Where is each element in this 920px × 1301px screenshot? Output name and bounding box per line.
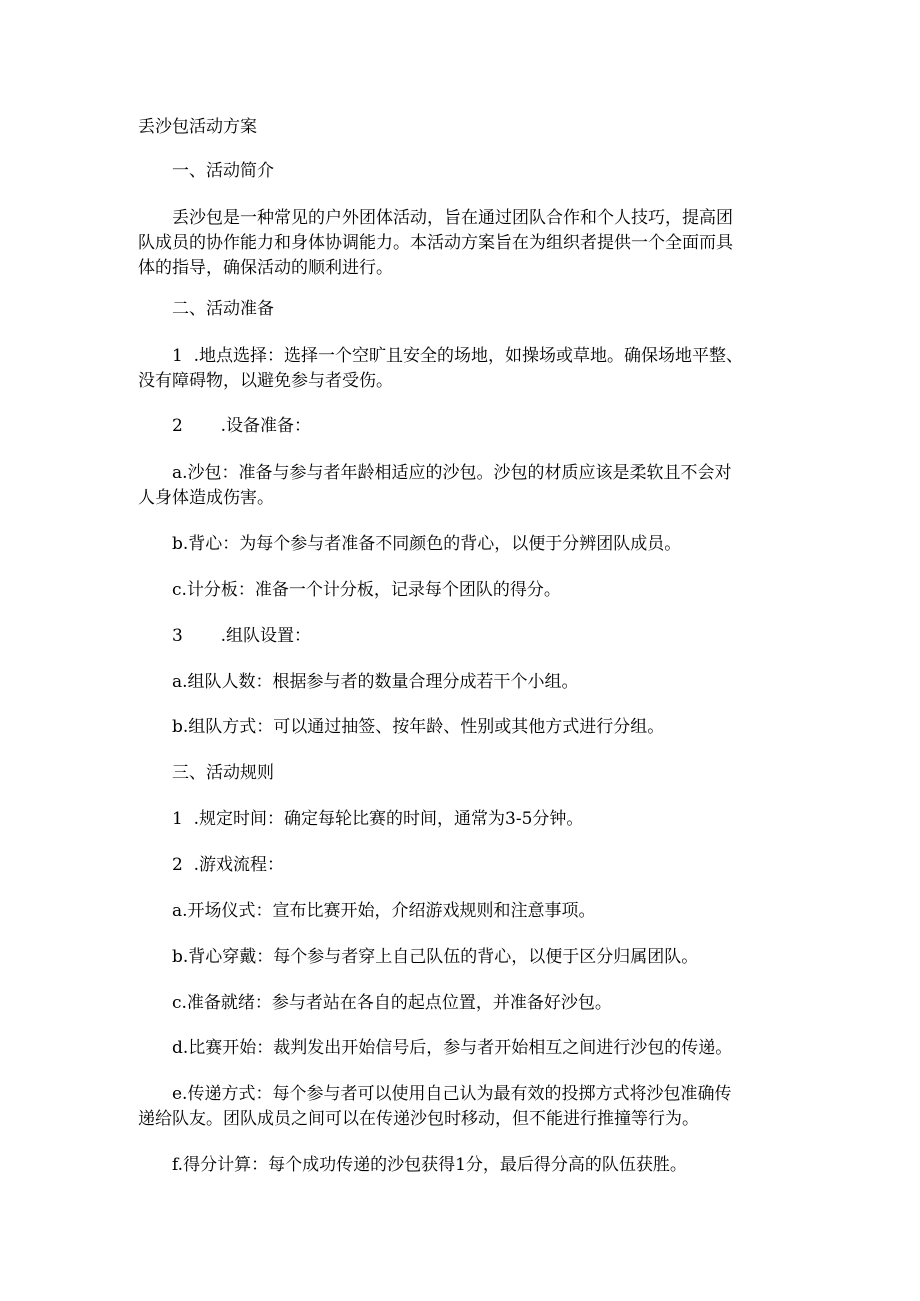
section-heading-rules: 三、活动规则 [172, 763, 274, 783]
list-text: .设备准备： [220, 416, 312, 436]
rules-scoring: f.得分计算：每个成功传递的沙包获得1分，最后得分高的队伍获胜。 [172, 1155, 687, 1175]
prep-sandbag-line-1: a.沙包：准备与参与者年龄相适应的沙包。沙包的材质应该是柔软且不会对 [172, 463, 732, 483]
list-number: 1 [172, 809, 183, 829]
intro-paragraph-line-2: 队成员的协作能力和身体协调能力。本活动方案旨在为组织者提供一个全面而具 [138, 233, 733, 253]
prep-team-method: b.组队方式：可以通过抽签、按年龄、性别或其他方式进行分组。 [172, 717, 665, 737]
prep-vest: b.背心：为每个参与者准备不同颜色的背心，以便于分辨团队成员。 [172, 534, 682, 554]
prep-item-1-line-1 [172, 344, 822, 369]
prep-item-1-line-2: 没有障碍物，以避免参与者受伤。 [138, 371, 393, 391]
list-text: .组队设置： [220, 626, 312, 646]
rules-passing-line-2: 递给队友。团队成员之间可以在传递沙包时移动，但不能进行推撞等行为。 [138, 1109, 699, 1129]
list-number: 1 [172, 346, 183, 366]
rules-item-1 [172, 807, 822, 832]
list-text: .规定时间：确定每轮比赛的时间，通常为3-5分钟。 [193, 809, 584, 829]
rules-ready: c.准备就绪：参与者站在各自的起点位置，并准备好沙包。 [172, 993, 612, 1013]
list-text: .游戏流程： [193, 855, 285, 875]
prep-team-size: a.组队人数：根据参与者的数量合理分成若干个小组。 [172, 672, 579, 692]
document-title: 丢沙包活动方案 [138, 117, 257, 137]
prep-scoreboard: c.计分板：准备一个计分板，记录每个团队的得分。 [172, 580, 561, 600]
section-heading-intro: 一、活动简介 [172, 161, 274, 181]
rules-passing-line-1: e.传递方式：每个参与者可以使用自己认为最有效的投掷方式将沙包准确传 [172, 1084, 732, 1104]
section-heading-preparation: 二、活动准备 [172, 299, 274, 319]
rules-item-2 [172, 853, 822, 878]
intro-paragraph-line-1: 丢沙包是一种常见的户外团体活动，旨在通过团队合作和个人技巧，提高团 [172, 208, 733, 228]
prep-item-2 [172, 414, 822, 439]
rules-opening: a.开场仪式：宣布比赛开始，介绍游戏规则和注意事项。 [172, 901, 596, 921]
prep-sandbag-line-2: 人身体造成伤害。 [138, 488, 274, 508]
rules-start: d.比赛开始：裁判发出开始信号后，参与者开始相互之间进行沙包的传递。 [172, 1038, 733, 1058]
list-text: .地点选择：选择一个空旷且安全的场地，如操场或草地。确保场地平整、 [193, 346, 744, 366]
prep-item-3 [172, 624, 822, 649]
rules-vest-wearing: b.背心穿戴：每个参与者穿上自己队伍的背心，以便于区分归属团队。 [172, 947, 699, 967]
intro-paragraph-line-3: 体的指导，确保活动的顺利进行。 [138, 258, 393, 278]
list-number: 2 [172, 416, 183, 436]
list-number: 2 [172, 855, 183, 875]
list-number: 3 [172, 626, 183, 646]
